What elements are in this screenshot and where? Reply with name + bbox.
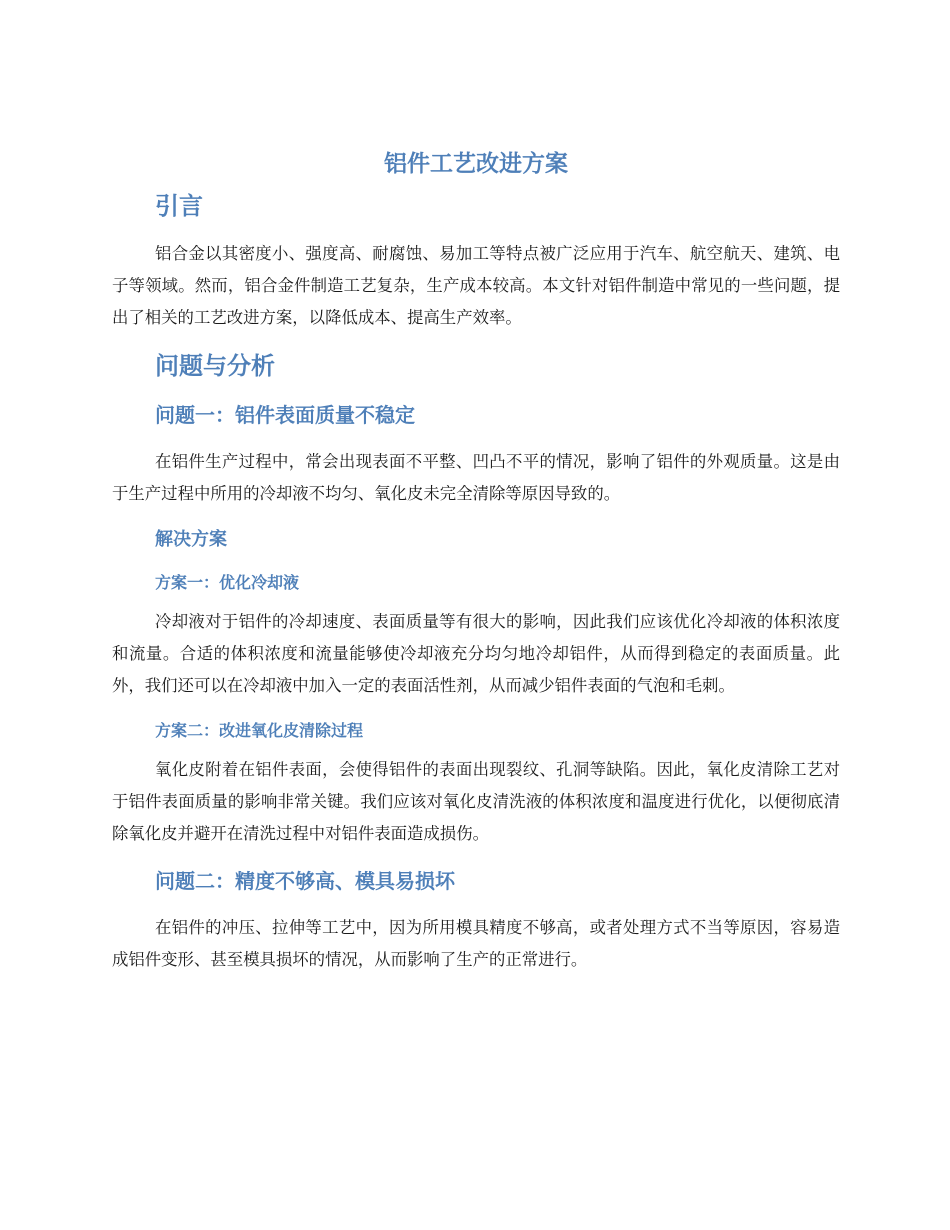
heading-problem-2: 问题二：精度不够高、模具易损坏 — [155, 869, 455, 893]
document-body — [112, 138, 840, 976]
heading-solutions: 解决方案 — [155, 529, 227, 550]
heading-solution-2: 方案二：改进氧化皮清除过程 — [155, 721, 364, 740]
paragraph-intro: 铝合金以其密度小、强度高、耐腐蚀、易加工等特点被广泛应用于汽车、航空航天、建筑、电子等领域。然而，铝合金件制造工艺复杂，生产成本较高。本文针对铝件制造中常见的一些问题，提出了相关的工艺改进方案，以降低成本、提高生产效率。 — [112, 244, 840, 327]
paragraph-problem-1: 在铝件生产过程中，常会出现表面不平整、凹凸不平的情况，影响了铝件的外观质量。这是由于生产过程中所用的冷却液不均匀、氧化皮未完全清除等原因导致的。 — [112, 452, 840, 503]
paragraph-problem-2: 在铝件的冲压、拉伸等工艺中，因为所用模具精度不够高，或者处理方式不当等原因，容易造成铝件变形、甚至模具损坏的情况，从而影响了生产的正常进行。 — [112, 918, 840, 969]
paragraph-solution-2: 氧化皮附着在铝件表面，会使得铝件的表面出现裂纹、孔洞等缺陷。因此，氧化皮清除工艺对于铝件表面质量的影响非常关键。我们应该对氧化皮清洗液的体积浓度和温度进行优化，以便彻底清除氧化皮并避开在清洗过程中对铝件表面造成损伤。 — [112, 760, 840, 843]
paragraph-solution-1: 冷却液对于铝件的冷却速度、表面质量等有很大的影响，因此我们应该优化冷却液的体积浓度和流量。合适的体积浓度和流量能够使冷却液充分均匀地冷却铝件，从而得到稳定的表面质量。此外，我们还可以在冷却液中加入一定的表面活性剂，从而减少铝件表面的气泡和毛刺。 — [112, 612, 840, 695]
heading-intro: 引言 — [155, 192, 203, 220]
document-title: 铝件工艺改进方案 — [384, 151, 568, 177]
heading-solution-1: 方案一：优化冷却液 — [155, 573, 300, 592]
heading-analysis: 问题与分析 — [155, 352, 275, 380]
heading-problem-1: 问题一：铝件表面质量不稳定 — [155, 403, 415, 427]
